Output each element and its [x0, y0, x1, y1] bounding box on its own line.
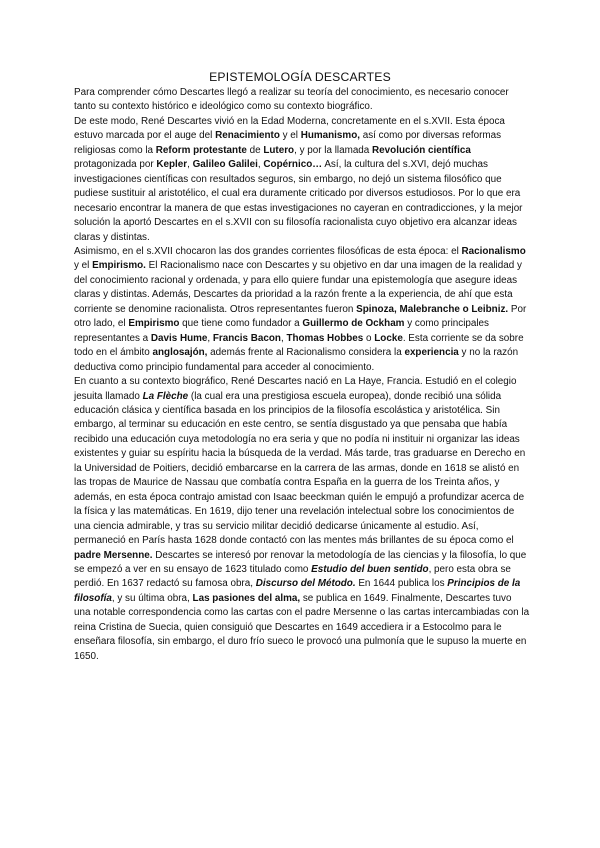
term-empirismo: Empirismo.	[92, 260, 146, 272]
term-experiencia: experiencia	[404, 347, 459, 359]
paragraph-historical-context: De este modo, René Descartes vivió en la Edad Moderna, concretamente en el s.XVII. Esta época estuvo marcada por el auge del Renacimiento y el Humanismo, así como por diversas reformas religiosas como la Reform protestante de Lutero, y por la llamada Revolución científica protagonizada por Kepler, Galileo Galilei, Copérnico… Así, la cultura del s.XVI, dejó muchas investigaciones científicas con resultados seguros, sin embargo, no dejó un sistema filosófico que pudiese sustituir al aristotélico, el cual era duramente criticado por diversos estudiosos. Por lo que era necesario encontrar la manera de que estas investigaciones no cayeran en contradicciones, y la mejor solución la aportó Descartes en el s.XVII con su filosofía racionalista cuyo objetivo era alcanzar ideas claras y distintas.	[74, 115, 523, 243]
term-ockham: Guillermo de Ockham	[302, 318, 405, 330]
term-racionalismo: Racionalismo	[461, 245, 526, 257]
term-revolucion-cientifica: Revolución científica	[372, 144, 471, 156]
work-estudio-buen-sentido: Estudio del buen sentido	[311, 563, 429, 575]
work-principios-filosofia: Principios de la filosofía	[74, 578, 521, 604]
term-empirismo-2: Empirismo	[128, 318, 180, 330]
term-racionalistas: Spinoza, Malebranche o Leibniz.	[356, 303, 509, 315]
document-body	[74, 86, 530, 664]
term-hobbes: Thomas Hobbes	[286, 332, 364, 344]
term-bacon: Francis Bacon	[212, 332, 281, 344]
term-renacimiento: Renacimiento	[215, 130, 280, 142]
term-kepler: Kepler	[156, 159, 188, 171]
term-padre-mersenne: padre Mersenne.	[74, 549, 153, 561]
term-copernico: Copérnico…	[263, 159, 323, 171]
work-pasiones-alma: Las pasiones del alma,	[192, 592, 301, 604]
paragraph-ideological-context: Asimismo, en el s.XVII chocaron las dos grandes corrientes filosóficas de esta época: el Racionalismo y el Empirismo. El Racionalismo nace con Descartes y su objetivo en dar una imagen de la realidad y del conocimiento racional y ordenada, y para ello quiere fundar una epistemología que asegure ideas claras y distintas. Además, Descartes da prioridad a la razón frente a la experiencia, de ahí que esta corriente se denomine racionalista. Otros representantes fueron Spinoza, Malebranche o Leibniz. Por otro lado, el Empirismo que tiene como fundador a Guillermo de Ockham y como principales representantes a Davis Hume, Francis Bacon, Thomas Hobbes o Locke. Esta corriente se da sobre todo en el ámbito anglosajón, además frente al Racionalismo considera la experiencia y no la razón deductiva como principio fundamental para acceder al conocimiento.	[74, 245, 527, 373]
term-anglosajon: anglosajón,	[152, 347, 208, 359]
term-galileo: Galileo Galilei	[192, 159, 258, 171]
work-discurso-metodo: Discurso del Método.	[255, 578, 356, 590]
term-hume: Davis Hume	[150, 332, 208, 344]
term-locke: Locke	[374, 332, 403, 344]
term-reforma-protestante: Reform protestante	[155, 144, 247, 156]
term-humanismo: Humanismo,	[300, 130, 360, 142]
paragraph-biographical-context: En cuanto a su contexto biográfico, René Descartes nació en La Haye, Francia. Estudió en el colegio jesuita llamado La Flèche (la cual era una prestigiosa escuela europea), donde recibió una sólida educación clásica y científica basada en los principios de la filosofía escolástica y aristotélica. Sin embargo, al terminar su educación en este centro, se sentía disgustado ya que pensaba que había recibido una educación cuya metodología no era seria y que no podía ni instituir ni organizar las ideas existentes y guiar su espíritu hacia la búsqueda de la verdad. Más tarde, tras graduarse en Derecho en la Universidad de Poitiers, decidió embarcarse en la carrera de las armas, donde en 1618 se alistó en las tropas de Maurice de Nassau que combatía contra España en la guerra de los Treinta años, y además, en esta época contrajo amistad con Isaac beeckman quién le empujó a profundizar acerca de la física y las matemáticas. En 1619, dijo tener una revelación intelectual sobre los conocimientos de una ciencia admirable, y tras su servicio militar decidió dedicarse únicamente al estudio. Así, permaneció en París hasta 1628 donde contactó con las mentes más brillantes de su época como el padre Mersenne. Descartes se interesó por renovar la metodología de las ciencias y la filosofía, lo que se empezó a ver en su ensayo de 1623 titulado como Estudio del buen sentido, pero esta obra se perdió. En 1637 redactó su famosa obra, Discurso del Método. En 1644 publica los Principios de la filosofía, y su última obra, Las pasiones del alma, se publica en 1649. Finalmente, Descartes tuvo una notable correspondencia como las cartas con el padre Mersenne o las cartas intercambiadas con la reina Cristina de Suecia, quien consiguió que Descartes en 1649 accediera ir a Estocolmo para le enseñara filosofía, sin embargo, el duro frío sueco le provocó una pulmonía que le supuso la muerte en 1650.	[74, 376, 530, 662]
paragraph-intro: Para comprender cómo Descartes llegó a realizar su teoría del conocimiento, es necesario conocer tanto su contexto histórico e ideológico como su contexto biográfico.	[74, 87, 509, 113]
term-la-fleche: La Flèche	[142, 390, 189, 402]
term-lutero: Lutero	[263, 144, 295, 156]
document-title: EPISTEMOLOGÍA DESCARTES	[209, 70, 391, 84]
